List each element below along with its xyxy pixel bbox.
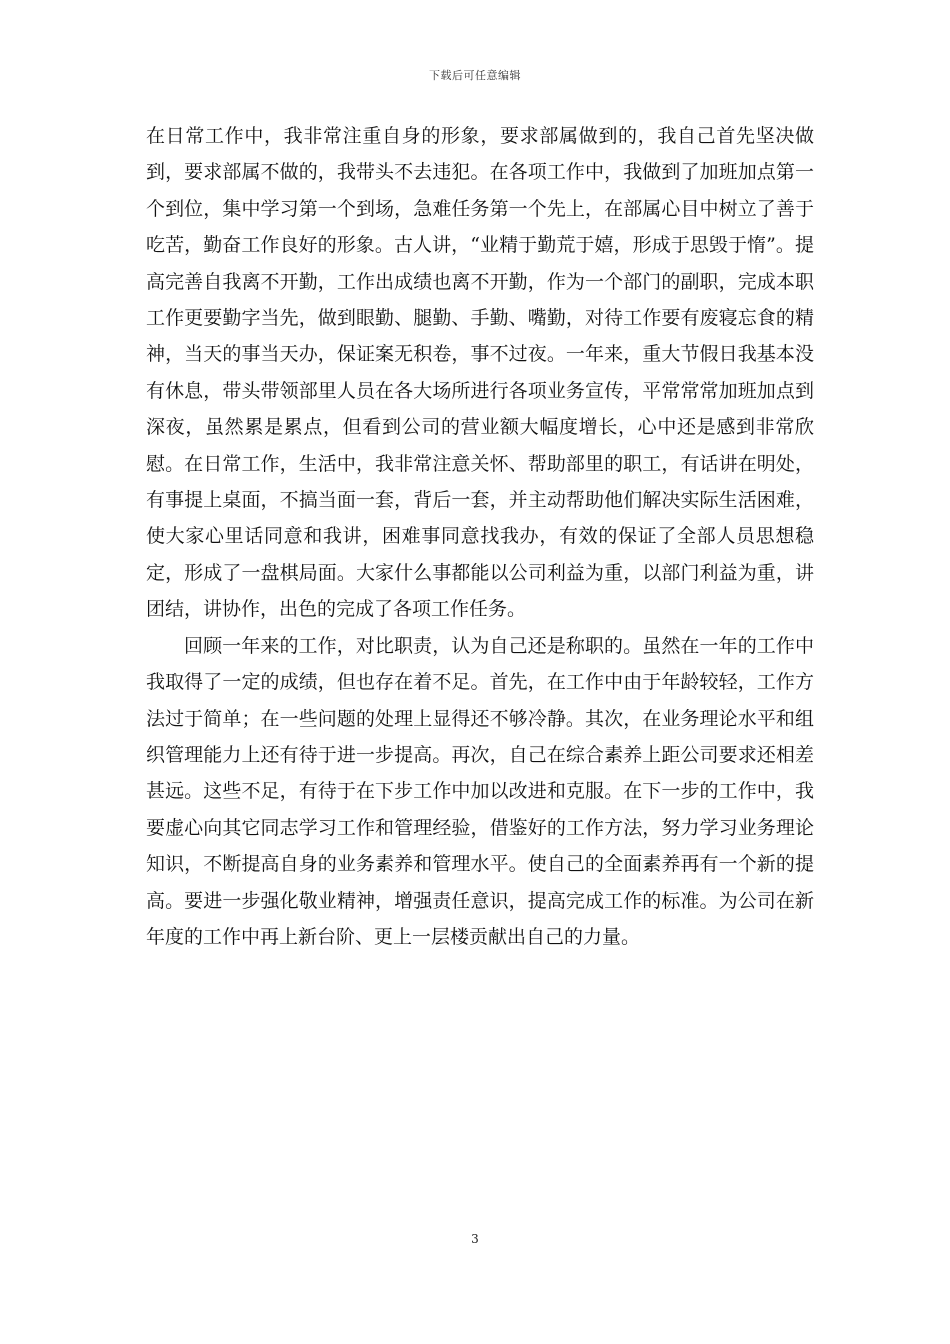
- paragraph-review: 回顾一年来的工作，对比职责，认为自己还是称职的。虽然在一年的工作中我取得了一定的成绩，但也存在着不足。首先，在工作中由于年龄较轻，工作方法过于简单；在一些问题的处理上显得还不够冷静。其次，在业务理论水平和组织管理能力上还有待于进一步提高。再次，自己在综合素养上距公司要求还相差甚远。这些不足，有待于在下步工作中加以改进和克服。在下一步的工作中，我要虚心向其它同志学习工作和管理经验，借鉴好的工作方法，努力学习业务理论知识，不断提高自身的业务素养和管理水平。使自己的全面素养再有一个新的提高。要进一步强化敬业精神，增强责任意识，提高完成工作的标准。为公司在新年度的工作中再上新台阶、更上一层楼贡献出自己的力量。: [146, 634, 814, 948]
- document-body: [146, 118, 814, 955]
- header-note: 下载后可任意编辑: [429, 69, 521, 82]
- paragraph-continued: 在日常工作中，我非常注重自身的形象，要求部属做到的，我自己首先坚决做到，要求部属不做的，我带头不去违犯。在各项工作中，我做到了加班加点第一个到位，集中学习第一个到场，急难任务第一个先上，在部属心目中树立了善于吃苦，勤奋工作良好的形象。古人讲，“业精于勤荒于嬉，形成于思毁于惰”。提高完善自我离不开勤，工作出成绩也离不开勤，作为一个部门的副职，完成本职工作更要勤字当先，做到眼勤、腿勤、手勤、嘴勤，对待工作要有废寝忘食的精神，当天的事当天办，保证案无积卷，事不过夜。一年来，重大节假日我基本没有休息，带头带领部里人员在各大场所进行各项业务宣传，平常常常加班加点到深夜，虽然累是累点，但看到公司的营业额大幅度增长，心中还是感到非常欣慰。在日常工作，生活中，我非常注意关怀、帮助部里的职工，有话讲在明处，有事提上桌面，不搞当面一套，背后一套，并主动帮助他们解决实际生活困难，使大家心里话同意和我讲，困难事同意找我办，有效的保证了全部人员思想稳定，形成了一盘棋局面。大家什么事都能以公司利益为重，以部门利益为重，讲团结，讲协作，出色的完成了各项工作任务。: [146, 125, 814, 621]
- page-number: 3: [471, 1232, 479, 1246]
